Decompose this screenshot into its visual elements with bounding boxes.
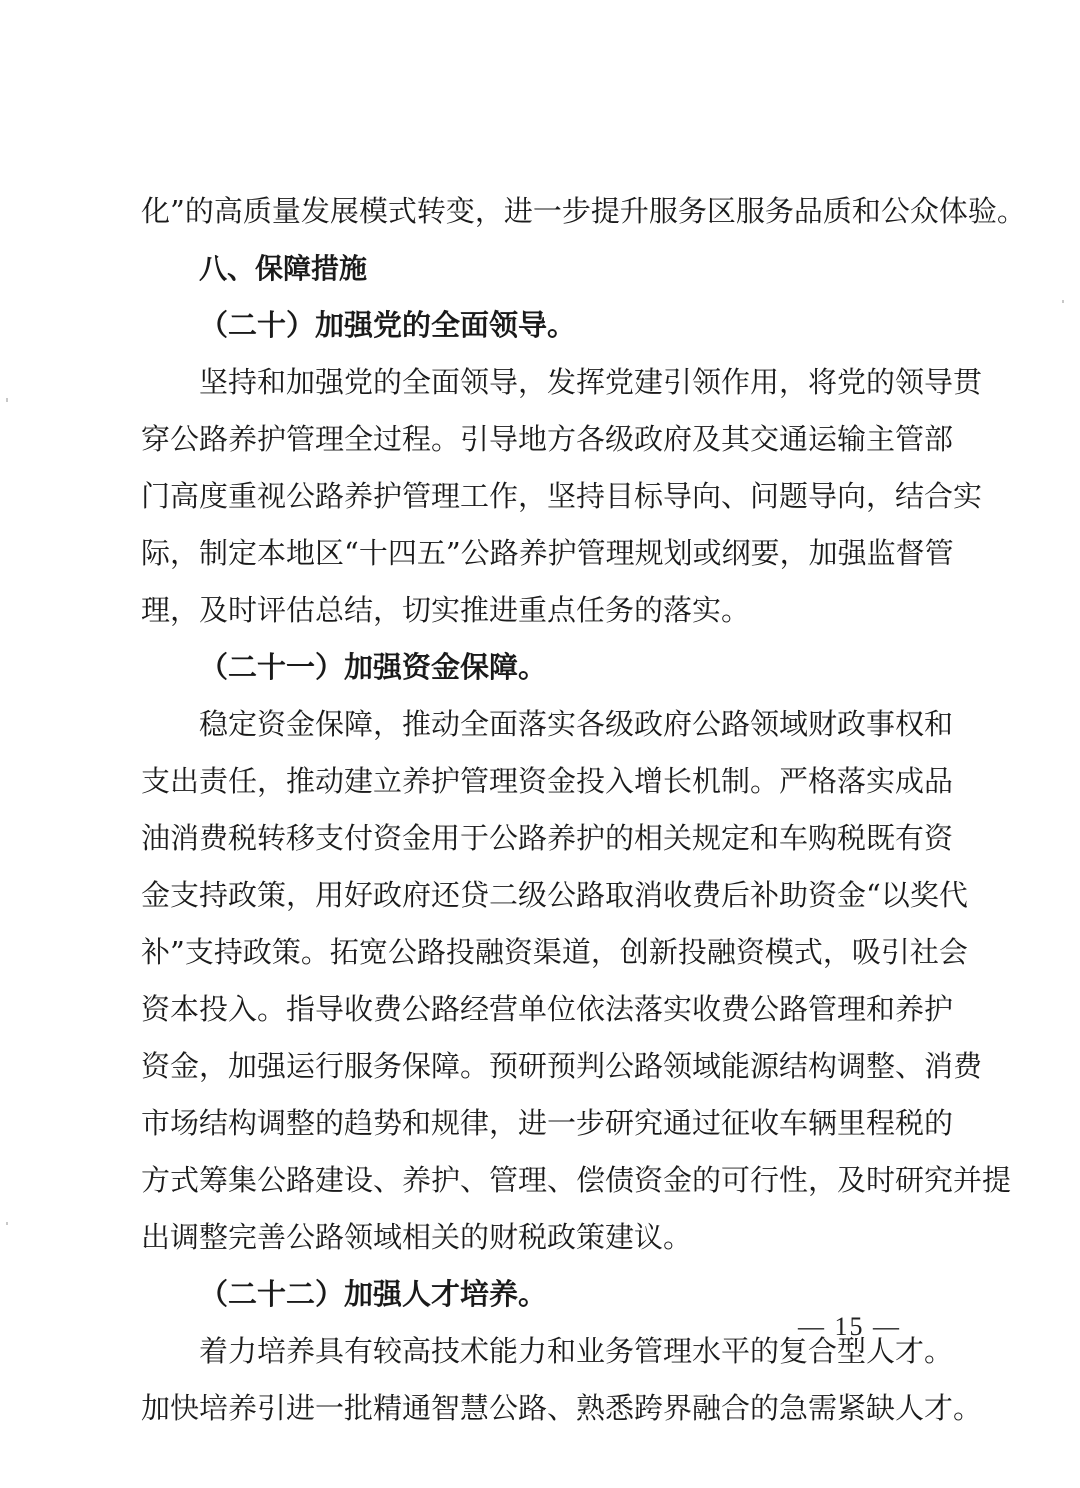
body-text-line: 理，及时评估总结，切实推进重点任务的落实。 <box>141 593 751 627</box>
body-text-line: 资金，加强运行服务保障。预研预判公路领域能源结构调整、消费 <box>141 1049 983 1083</box>
subsection-heading: （二十二）加强人才培养。 <box>199 1277 548 1311</box>
subsection-heading: （二十一）加强资金保障。 <box>199 650 548 684</box>
subsection-heading: （二十）加强党的全面领导。 <box>199 308 577 342</box>
page-number: — 15 — <box>798 1312 901 1341</box>
body-text-line: 资本投入。指导收费公路经营单位依法落实收费公路管理和养护 <box>141 992 954 1026</box>
body-text-line: 着力培养具有较高技术能力和业务管理水平的复合型人才。 <box>199 1334 954 1368</box>
body-text-line: 支出责任，推动建立养护管理资金投入增长机制。严格落实成品 <box>141 764 954 798</box>
body-text-line: 方式筹集公路建设、养护、管理、偿债资金的可行性，及时研究并提 <box>141 1163 1012 1197</box>
body-text-line: 际，制定本地区“十四五”公路养护管理规划或纲要，加强监督管 <box>141 536 954 570</box>
section-heading: 八、保障措施 <box>199 252 368 285</box>
scan-speck <box>6 1222 8 1225</box>
body-text-line: 市场结构调整的趋势和规律，进一步研究通过征收车辆里程税的 <box>141 1106 954 1140</box>
body-text-line: 金支持政策，用好政府还贷二级公路取消收费后补助资金“以奖代 <box>141 878 968 912</box>
body-text-line: 油消费税转移支付资金用于公路养护的相关规定和车购税既有资 <box>141 821 954 855</box>
body-text-line: 稳定资金保障，推动全面落实各级政府公路领域财政事权和 <box>199 707 954 741</box>
scan-speck <box>6 398 8 402</box>
body-text-line: 化”的高质量发展模式转变，进一步提升服务区服务品质和公众体验。 <box>141 194 1026 228</box>
body-text-line: 穿公路养护管理全过程。引导地方各级政府及其交通运输主管部 <box>141 422 954 456</box>
scan-speck <box>1062 300 1064 303</box>
body-text-line: 补”支持政策。拓宽公路投融资渠道，创新投融资模式，吸引社会 <box>141 935 968 969</box>
document-body <box>141 183 1026 1437</box>
body-text-line: 坚持和加强党的全面领导，发挥党建引领作用，将党的领导贯 <box>199 365 983 399</box>
body-text-line: 出调整完善公路领域相关的财税政策建议。 <box>141 1220 693 1254</box>
body-text-line: 加快培养引进一批精通智慧公路、熟悉跨界融合的急需紧缺人才。 <box>141 1391 983 1425</box>
body-text-line: 门高度重视公路养护管理工作，坚持目标导向、问题导向，结合实 <box>141 479 983 513</box>
